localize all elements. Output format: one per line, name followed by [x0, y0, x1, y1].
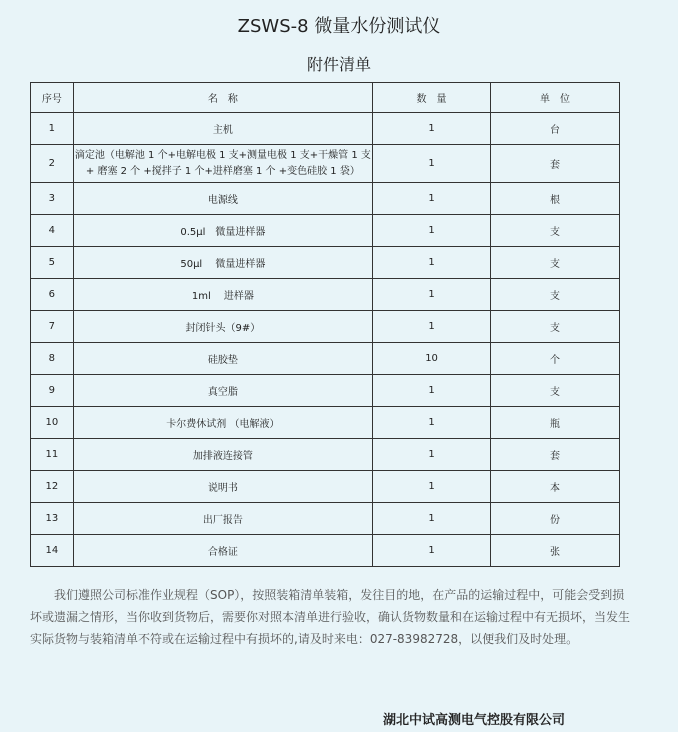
cell-qty: 1 — [373, 535, 491, 567]
cell-qty: 1 — [373, 279, 491, 311]
cell-unit: 台 — [491, 113, 620, 145]
cell-qty: 1 — [373, 439, 491, 471]
table-row — [31, 503, 620, 535]
cell-name: 合格证 — [73, 535, 372, 567]
document-subtitle: 附件清单 — [306, 55, 371, 74]
cell-no: 13 — [31, 503, 74, 535]
cell-name: 50μl 微量进样器 — [73, 247, 372, 279]
cell-no: 11 — [31, 439, 74, 471]
cell-no: 2 — [31, 145, 74, 183]
table-row — [31, 183, 620, 215]
header-unit: 单 位 — [491, 83, 620, 113]
table-row — [31, 375, 620, 407]
cell-unit: 瓶 — [491, 407, 620, 439]
cell-name: 加排液连接管 — [73, 439, 372, 471]
header-name: 名 称 — [73, 83, 372, 113]
cell-qty: 1 — [373, 113, 491, 145]
cell-name: 电源线 — [73, 183, 372, 215]
table-header-row — [31, 83, 620, 113]
table-row — [31, 439, 620, 471]
cell-qty: 1 — [373, 247, 491, 279]
cell-no: 1 — [31, 113, 74, 145]
table-row — [31, 113, 620, 145]
table-row — [31, 247, 620, 279]
table-row — [31, 145, 620, 183]
cell-name: 出厂报告 — [73, 503, 372, 535]
cell-no: 7 — [31, 311, 74, 343]
cell-name: 主机 — [73, 113, 372, 145]
header-no: 序号 — [31, 83, 74, 113]
table-row — [31, 215, 620, 247]
cell-no: 4 — [31, 215, 74, 247]
cell-unit: 份 — [491, 503, 620, 535]
table-row — [31, 279, 620, 311]
cell-no: 14 — [31, 535, 74, 567]
company-name: 湖北中试高测电气控股有限公司 — [383, 713, 566, 728]
cell-unit: 套 — [491, 145, 620, 183]
cell-qty: 1 — [373, 503, 491, 535]
cell-unit: 套 — [491, 439, 620, 471]
cell-name: 真空脂 — [73, 375, 372, 407]
cell-qty: 1 — [373, 407, 491, 439]
table-row — [31, 407, 620, 439]
cell-no: 12 — [31, 471, 74, 503]
shipping-note: 我们遵照公司标准作业规程（SOP），按照装箱清单装箱，发往目的地，在产品的运输过程中，可能会受到损坏或遗漏之情形，当你收到货物后，需要你对照本清单进行验收，确认货物数量和在运输过程中有无损坏，当发生实际货物与装箱清单不符或在运输过程中有损坏的,请及时来电：027-83982728，以便我们及时处理。 — [30, 588, 631, 646]
cell-no: 10 — [31, 407, 74, 439]
cell-no: 8 — [31, 343, 74, 375]
cell-no: 3 — [31, 183, 74, 215]
cell-qty: 1 — [373, 215, 491, 247]
cell-name: 1ml 进样器 — [73, 279, 372, 311]
table-row — [31, 311, 620, 343]
table-row — [31, 471, 620, 503]
cell-name: 说明书 — [73, 471, 372, 503]
cell-unit: 支 — [491, 247, 620, 279]
cell-qty: 1 — [373, 183, 491, 215]
table-row — [31, 343, 620, 375]
cell-name: 滴定池（电解池 1 个+电解电极 1 支+测量电极 1 支+干燥管 1 支 + 磨塞 2 个 +搅拌子 1 个+进样磨塞 1 个 +变色硅胶 1 袋） — [73, 145, 372, 183]
cell-name: 封闭针头（9#） — [73, 311, 372, 343]
cell-unit: 本 — [491, 471, 620, 503]
cell-unit: 支 — [491, 375, 620, 407]
document-title: ZSWS-8 微量水份测试仪 — [237, 16, 441, 37]
cell-unit: 个 — [491, 343, 620, 375]
table-row — [31, 535, 620, 567]
cell-no: 9 — [31, 375, 74, 407]
accessory-table — [30, 82, 620, 567]
header-qty: 数 量 — [373, 83, 491, 113]
cell-unit: 张 — [491, 535, 620, 567]
cell-unit: 支 — [491, 215, 620, 247]
cell-unit: 支 — [491, 279, 620, 311]
cell-qty: 10 — [373, 343, 491, 375]
cell-no: 5 — [31, 247, 74, 279]
cell-name: 硅胶垫 — [73, 343, 372, 375]
cell-unit: 支 — [491, 311, 620, 343]
cell-qty: 1 — [373, 311, 491, 343]
cell-name: 0.5μl 微量进样器 — [73, 215, 372, 247]
cell-qty: 1 — [373, 471, 491, 503]
cell-unit: 根 — [491, 183, 620, 215]
cell-no: 6 — [31, 279, 74, 311]
cell-name: 卡尔费休试剂 （电解液） — [73, 407, 372, 439]
cell-qty: 1 — [373, 145, 491, 183]
cell-qty: 1 — [373, 375, 491, 407]
